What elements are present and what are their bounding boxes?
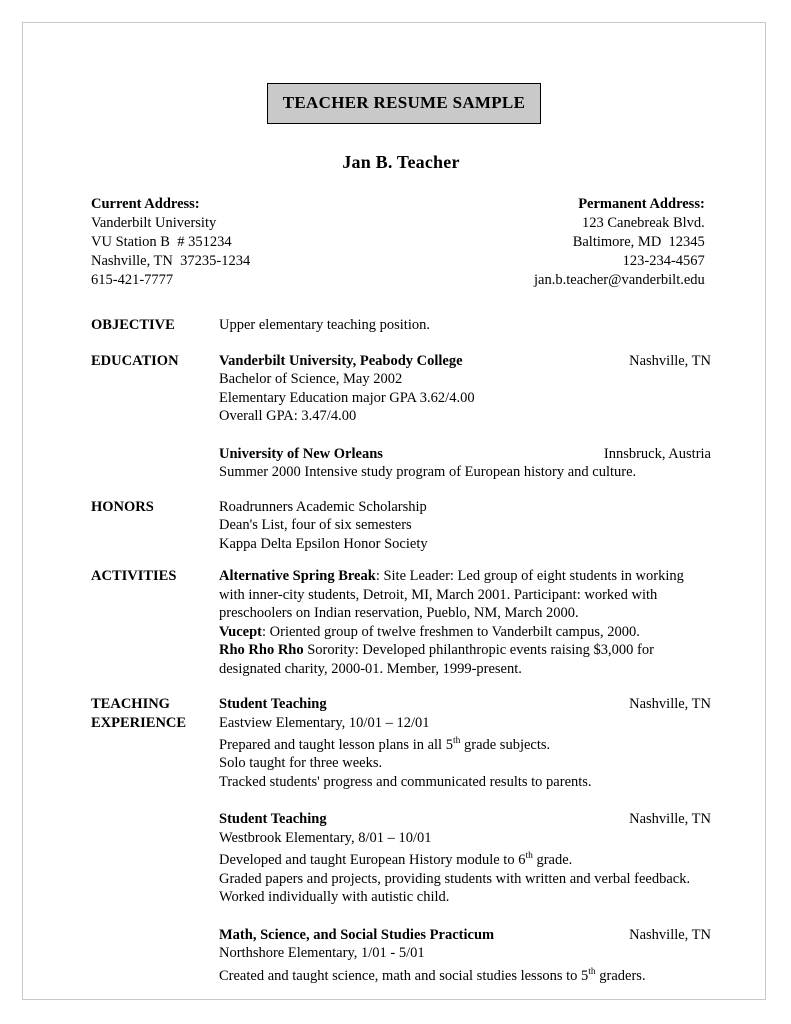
section-activities	[91, 567, 711, 678]
section-education	[91, 352, 711, 482]
teaching-experience-body	[219, 695, 711, 985]
section-label-teaching-experience	[91, 695, 213, 732]
address-block	[91, 195, 711, 290]
education-detail: Overall GPA: 3.47/4.00	[219, 408, 357, 424]
section-label-line2: EXPERIENCE	[91, 714, 187, 731]
section-label-activities: ACTIVITIES	[91, 568, 177, 584]
teaching-school: Westbrook Elementary, 8/01 – 10/01	[219, 829, 432, 846]
section-label-objective: OBJECTIVE	[91, 317, 175, 333]
resume-content	[91, 83, 711, 987]
teaching-role: Student Teaching	[219, 696, 327, 712]
activity-text: : Site Leader: Led group of eight students in working with inner-city students, Detroit, MI, March 2001. Participant: worked with preschoolers on Indian reservation, Pueblo, NM, March 2000.	[219, 568, 684, 621]
teaching-entry	[219, 695, 711, 791]
teaching-entry	[219, 810, 711, 906]
teaching-location: Nashville, TN	[629, 811, 711, 828]
teaching-entry-head	[219, 695, 711, 714]
teaching-detail: Solo taught for three weeks.	[219, 755, 383, 772]
honors-item: Roadrunners Academic Scholarship	[219, 498, 427, 515]
teaching-detail-post: graders.	[595, 967, 646, 984]
teaching-school: Northshore Elementary, 1/01 - 5/01	[219, 945, 425, 962]
teaching-detail: Tracked students' progress and communicated results to parents.	[219, 773, 592, 790]
teaching-detail: Worked individually with autistic child.	[219, 889, 450, 906]
resume-page	[22, 22, 766, 1000]
section-honors	[91, 498, 711, 554]
honors-body	[219, 498, 711, 554]
teaching-detail-sup: th	[588, 966, 596, 977]
section-label-honors: HONORS	[91, 498, 154, 515]
education-entry-head	[219, 352, 711, 371]
activity-item	[219, 641, 711, 678]
teaching-detail	[219, 847, 711, 869]
education-body	[219, 352, 711, 482]
education-detail: Summer 2000 Intensive study program of European history and culture.	[219, 464, 637, 480]
teaching-location: Nashville, TN	[629, 696, 711, 712]
teaching-detail: Graded papers and projects, providing students with written and verbal feedback.	[219, 870, 691, 887]
education-school: University of New Orleans	[219, 445, 383, 462]
permanent-address	[401, 195, 705, 290]
activity-item	[219, 567, 711, 623]
objective-text: Upper elementary teaching position.	[219, 317, 430, 333]
activity-text: : Oriented group of twelve freshmen to Vanderbilt campus, 2000.	[261, 623, 640, 640]
permanent-address-line: 123 Canebreak Blvd.	[581, 215, 705, 231]
section-objective	[91, 316, 711, 335]
teaching-entry	[219, 926, 711, 985]
current-address-line: Nashville, TN 37235-1234	[91, 253, 251, 269]
honors-item: Kappa Delta Epsilon Honor Society	[219, 535, 428, 552]
education-location: Nashville, TN	[629, 352, 711, 369]
teaching-detail-pre: Developed and taught European History module to 6	[219, 852, 526, 869]
teaching-detail-post: grade.	[532, 852, 573, 869]
teaching-detail-sup: th	[452, 736, 461, 746]
teaching-location: Nashville, TN	[629, 926, 711, 943]
teaching-entry-head	[219, 810, 711, 829]
activity-title: Rho Rho Rho	[219, 642, 304, 658]
honors-item: Dean's List, four of six semesters	[219, 517, 412, 533]
education-location: Innsbruck, Austria	[603, 445, 711, 462]
permanent-address-phone: 123-234-4567	[622, 253, 705, 269]
activity-title: Alternative Spring Break	[219, 568, 376, 584]
current-address-phone: 615-421-7777	[91, 272, 174, 288]
permanent-address-heading: Permanent Address:	[578, 196, 705, 212]
current-address-heading: Current Address:	[91, 196, 200, 212]
teaching-detail-pre: Created and taught science, math and social studies lessons to 5	[219, 967, 589, 984]
teaching-detail	[219, 732, 711, 754]
education-entry	[219, 352, 711, 426]
activities-body	[219, 567, 711, 678]
teaching-detail-post: grade subjects.	[460, 736, 551, 753]
education-school: Vanderbilt University, Peabody College	[219, 352, 463, 369]
permanent-address-email: jan.b.teacher@vanderbilt.edu	[534, 272, 705, 288]
education-entry	[219, 445, 711, 482]
title-banner	[267, 83, 541, 124]
candidate-name: Jan B. Teacher	[342, 152, 460, 172]
teaching-detail	[219, 963, 711, 985]
section-label-line1: TEACHING	[91, 696, 170, 712]
activity-item	[219, 623, 711, 642]
title-banner-text: TEACHER RESUME SAMPLE	[282, 93, 526, 112]
current-address-line: Vanderbilt University	[91, 215, 217, 231]
teaching-role: Student Teaching	[219, 811, 327, 828]
current-address	[91, 195, 401, 290]
section-label-education: EDUCATION	[91, 352, 179, 369]
education-detail: Bachelor of Science, May 2002	[219, 371, 403, 387]
section-teaching-experience	[91, 695, 711, 985]
objective-body	[219, 316, 711, 335]
teaching-detail-sup: th	[525, 851, 533, 862]
current-address-line: VU Station B # 351234	[91, 234, 232, 250]
teaching-school: Eastview Elementary, 10/01 – 12/01	[219, 714, 430, 731]
education-detail: Elementary Education major GPA 3.62/4.00	[219, 389, 475, 406]
activity-title: Vucept	[219, 623, 262, 640]
permanent-address-line: Baltimore, MD 12345	[572, 234, 705, 250]
teaching-detail-pre: Prepared and taught lesson plans in all 5	[219, 736, 453, 753]
education-entry-head	[219, 445, 711, 464]
activity-text: Sorority: Developed philanthropic events raising $3,000 for designated charity, 2000-01. Member, 1999-present.	[219, 642, 654, 677]
teaching-role: Math, Science, and Social Studies Practicum	[219, 926, 495, 943]
teaching-entry-head	[219, 926, 711, 945]
